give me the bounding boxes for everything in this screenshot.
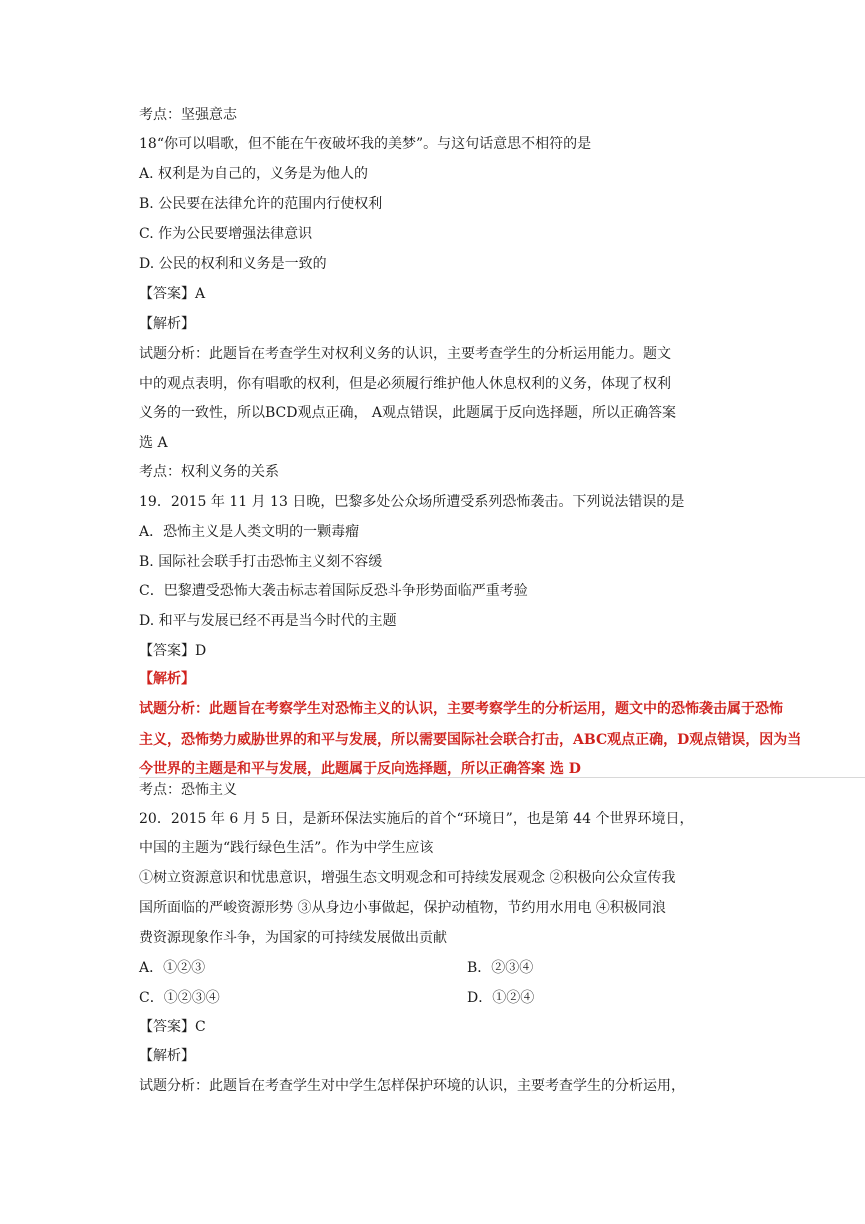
q20-option-c: C．①②③④ [139, 990, 220, 1006]
q18-stem: 18“你可以唱歌，但不能在午夜破坏我的美梦”。与这句话意思不相符的是 [139, 136, 592, 152]
q19-option-a: A．恐怖主义是人类文明的一颗毒瘤 [139, 524, 360, 540]
q19-option-c: C．巴黎遭受恐怖大袭击标志着国际反恐斗争形势面临严重考验 [139, 583, 528, 599]
q20-stem-line: 国所面临的严峻资源形势 ③从身边小事做起，保护动植物，节约用水用电 ④积极同浪 [139, 900, 666, 916]
q18-option-d: D. 公民的权利和义务是一致的 [139, 256, 327, 272]
divider-line [139, 777, 865, 778]
q20-jiexi-label: 【解析】 [139, 1048, 195, 1064]
q18-option-a: A. 权利是为自己的，义务是为他人的 [139, 166, 369, 182]
q20-option-a: A．①②③ [139, 960, 206, 976]
q18-analysis-line: 试题分析：此题旨在考查学生对权利义务的认识，主要考查学生的分析运用能力。题文 [139, 346, 671, 362]
q17-kaodian: 考点：坚强意志 [139, 107, 237, 123]
q20-stem-line: 中国的主题为“践行绿色生活”。作为中学生应该 [139, 840, 434, 856]
q20-stem-line: 20．2015 年 6 月 5 日，是新环保法实施后的首个“环境日”，也是第 44 个世界环境日， [139, 811, 694, 827]
q19-stem: 19．2015 年 11 月 13 日晚，巴黎多处公众场所遭受系列恐怖袭击。下列说法错误的是 [139, 494, 685, 510]
q18-option-b: B. 公民要在法律允许的范围内行使权利 [139, 196, 383, 212]
q19-analysis-line: 主义，恐怖势力威胁世界的和平与发展，所以需要国际社会联合打击，ABC观点正确，D观点错误，因为当 [139, 732, 802, 748]
q18-kaodian: 考点：权利义务的关系 [139, 464, 279, 480]
q19-jiexi-label: 【解析】 [139, 671, 195, 687]
q18-option-c: C. 作为公民要增强法律意识 [139, 226, 313, 242]
q20-option-d: D．①②④ [467, 990, 535, 1006]
q19-kaodian: 考点：恐怖主义 [139, 782, 237, 798]
q19-answer: 【答案】D [139, 643, 207, 659]
q19-analysis-line: 试题分析：此题旨在考察学生对恐怖主义的认识，主要考察学生的分析运用，题文中的恐怖袭击属于恐怖 [139, 701, 783, 717]
q18-analysis-line: 选 A [139, 435, 168, 451]
q20-option-b: B．②③④ [467, 960, 534, 976]
q19-analysis-line: 今世界的主题是和平与发展，此题属于反向选择题，所以正确答案 选 D [139, 761, 581, 777]
q19-option-d: D. 和平与发展已经不再是当今时代的主题 [139, 613, 397, 629]
q18-analysis-line: 义务的一致性，所以BCD观点正确， A观点错误，此题属于反向选择题，所以正确答案 [139, 405, 677, 421]
q20-stem-line: ①树立资源意识和忧患意识，增强生态文明观念和可持续发展观念 ②积极向公众宣传我 [139, 870, 676, 886]
q18-jiexi-label: 【解析】 [139, 316, 195, 332]
q19-option-b: B. 国际社会联手打击恐怖主义刻不容缓 [139, 554, 383, 570]
q20-answer: 【答案】C [139, 1019, 206, 1035]
q20-stem-line: 费资源现象作斗争，为国家的可持续发展做出贡献 [139, 930, 447, 946]
q18-answer: 【答案】A [139, 286, 206, 302]
q18-analysis-line: 中的观点表明，你有唱歌的权利，但是必须履行维护他人休息权利的义务，体现了权利 [139, 376, 671, 392]
q20-analysis-line: 试题分析：此题旨在考查学生对中学生怎样保护环境的认识，主要考查学生的分析运用， [139, 1078, 685, 1094]
